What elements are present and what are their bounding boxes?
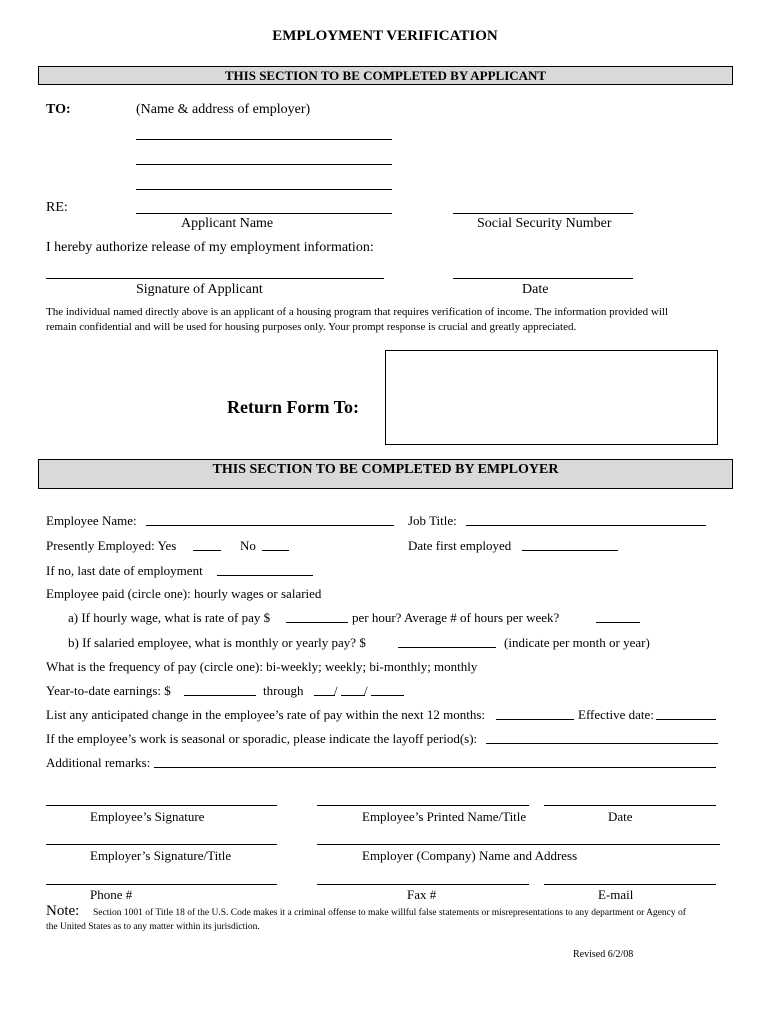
ytd-label: Year-to-date earnings: $: [46, 683, 171, 698]
date-first-employed-line[interactable]: [522, 550, 618, 551]
through-month-line[interactable]: [314, 695, 335, 696]
employed-no-label: No: [240, 538, 256, 553]
page-title: EMPLOYMENT VERIFICATION: [272, 28, 498, 44]
notice-line-1: The individual named directly above is an applicant of a housing program that requires verification of income. The information provided will: [46, 306, 669, 318]
employee-printed-label: Employee’s Printed Name/Title: [362, 809, 527, 824]
paid-type-label[interactable]: Employee paid (circle one): hourly wages or salaried: [46, 586, 322, 601]
remarks-label: Additional remarks:: [46, 755, 151, 770]
employee-name-label: Employee Name:: [46, 513, 137, 528]
through-year-line[interactable]: [371, 695, 404, 696]
seasonal-label: If the employee’s work is seasonal or sporadic, please indicate the layoff period(s):: [46, 731, 478, 746]
hourly-prefix: a) If hourly wage, what is rate of pay $: [68, 610, 271, 625]
employer-company-label: Employer (Company) Name and Address: [362, 848, 578, 863]
phone-line[interactable]: [46, 884, 277, 885]
last-date-line[interactable]: [217, 575, 313, 576]
date-first-employed-label: Date first employed: [408, 538, 512, 553]
employer-section-header: [38, 459, 733, 489]
to-hint: (Name & address of employer): [136, 102, 311, 117]
salaried-suffix: (indicate per month or year): [504, 635, 650, 650]
signature-date-line[interactable]: [544, 805, 716, 806]
remarks-line[interactable]: [154, 767, 716, 768]
through-label: through: [263, 683, 304, 698]
note-line-1: Section 1001 of Title 18 of the U.S. Code makes it a criminal offense to make willful false statements or misrepresentations to any department or Agency of: [93, 908, 686, 918]
employer-signature-line[interactable]: [46, 844, 277, 845]
applicant-name-line[interactable]: [136, 213, 392, 214]
through-slash-2: /: [364, 683, 368, 698]
employee-signature-line[interactable]: [46, 805, 277, 806]
phone-label: Phone #: [90, 887, 133, 902]
signature-label: Signature of Applicant: [136, 282, 263, 297]
fax-label: Fax #: [407, 887, 437, 902]
job-title-label: Job Title:: [408, 513, 457, 528]
employee-name-line[interactable]: [146, 525, 394, 526]
employed-no-line[interactable]: [262, 550, 289, 551]
effective-date-label: Effective date:: [578, 707, 654, 722]
to-label: TO:: [46, 102, 71, 117]
employee-signature-label: Employee’s Signature: [90, 809, 205, 824]
signature-date-label: Date: [608, 809, 633, 824]
last-date-label: If no, last date of employment: [46, 563, 203, 578]
applicant-name-label: Applicant Name: [181, 216, 274, 231]
presently-employed-label: Presently Employed: Yes: [46, 538, 177, 553]
applicant-section-header: [38, 66, 733, 85]
pay-frequency-label[interactable]: What is the frequency of pay (circle one): bi-weekly; weekly; bi-monthly; monthly: [46, 659, 478, 674]
note-label: Note:: [46, 903, 80, 919]
job-title-line[interactable]: [466, 525, 706, 526]
rate-change-line[interactable]: [496, 719, 574, 720]
ytd-amount-line[interactable]: [184, 695, 256, 696]
through-day-line[interactable]: [341, 695, 365, 696]
salaried-prefix: b) If salaried employee, what is monthly or yearly pay? $: [68, 635, 366, 650]
ssn-line[interactable]: [453, 213, 633, 214]
ssn-label: Social Security Number: [477, 216, 612, 231]
fax-line[interactable]: [317, 884, 529, 885]
email-label: E-mail: [598, 887, 634, 902]
layoff-period-line[interactable]: [486, 743, 718, 744]
through-slash-1: /: [334, 683, 338, 698]
authorize-text: I hereby authorize release of my employment information:: [46, 240, 374, 255]
salary-line[interactable]: [398, 647, 496, 648]
employer-address-line-3[interactable]: [136, 189, 392, 190]
applicant-signature-line[interactable]: [46, 278, 384, 279]
return-address-box[interactable]: [385, 350, 718, 445]
re-label: RE:: [46, 200, 68, 215]
employee-printed-line[interactable]: [317, 805, 529, 806]
employer-header-text: THIS SECTION TO BE COMPLETED BY EMPLOYER: [212, 462, 559, 477]
employer-signature-label: Employer’s Signature/Title: [90, 848, 232, 863]
revised-date: Revised 6/2/08: [573, 949, 634, 960]
hours-per-week-line[interactable]: [596, 622, 640, 623]
email-line[interactable]: [544, 884, 716, 885]
note-line-2: the United States as to any matter within its jurisdiction.: [46, 922, 260, 932]
employer-company-line[interactable]: [317, 844, 720, 845]
hourly-rate-line[interactable]: [286, 622, 348, 623]
notice-line-2: remain confidential and will be used for housing purposes only. Your prompt response is crucial and greatly appreciated.: [46, 321, 577, 333]
applicant-header-text: THIS SECTION TO BE COMPLETED BY APPLICANT: [224, 68, 547, 83]
date-label: Date: [522, 282, 549, 297]
employer-address-line-1[interactable]: [136, 139, 392, 140]
applicant-date-line[interactable]: [453, 278, 633, 279]
return-form-label: Return Form To:: [227, 397, 359, 417]
employer-address-line-2[interactable]: [136, 164, 392, 165]
employed-yes-line[interactable]: [193, 550, 221, 551]
rate-change-label: List any anticipated change in the employee’s rate of pay within the next 12 months:: [46, 707, 485, 722]
hourly-mid: per hour? Average # of hours per week?: [352, 610, 560, 625]
effective-date-line[interactable]: [656, 719, 716, 720]
